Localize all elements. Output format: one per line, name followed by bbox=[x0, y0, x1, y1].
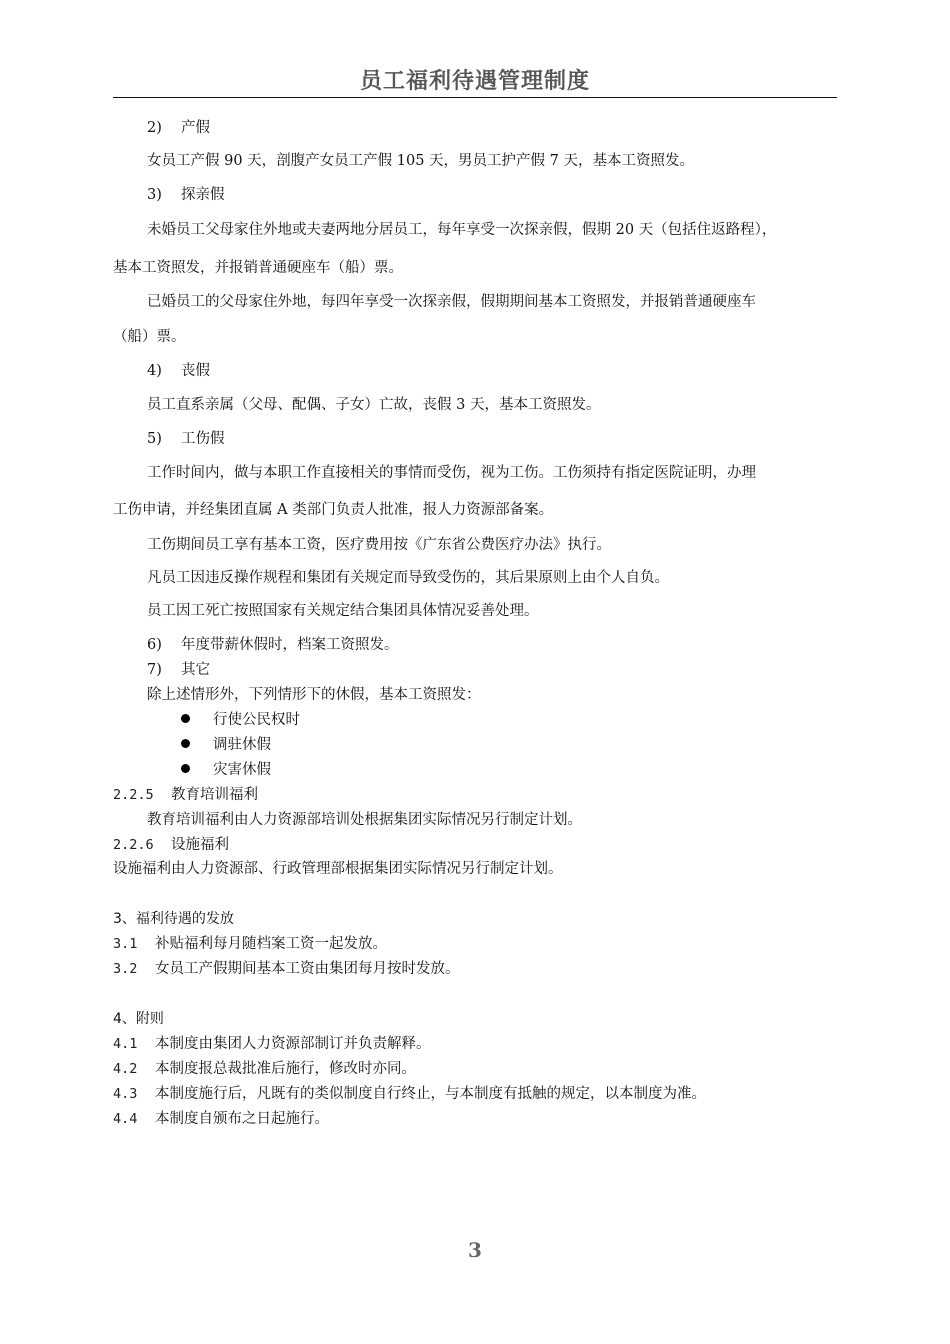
section-4-item-number: 4.1 bbox=[113, 1036, 138, 1052]
maternity-leave-heading bbox=[147, 118, 210, 138]
section-2-2-6-title: 设施福利 bbox=[171, 837, 229, 853]
bullet-text: 行使公民权时 bbox=[213, 712, 300, 728]
section-3-item bbox=[113, 934, 387, 954]
bereavement-leave-heading bbox=[147, 361, 210, 381]
section-3-item-number: 3.2 bbox=[113, 961, 138, 977]
annual-leave-item bbox=[147, 635, 399, 655]
work-injury-paragraph-3: 凡员工因违反操作规程和集团有关规定而导致受伤的，其后果原则上由个人自负。 bbox=[147, 570, 669, 586]
work-injury-leave-heading bbox=[147, 429, 225, 449]
bullet-text: 调驻休假 bbox=[213, 737, 271, 753]
bullet-dot-icon bbox=[181, 739, 190, 748]
family-visit-paragraph-1-line-2: 基本工资照发，并报销普通硬座车（船）票。 bbox=[113, 260, 403, 276]
maternity-leave-text: 女员工产假 90 天，剖腹产女员工产假 105 天，男员工护产假 7 天，基本工资照发。 bbox=[147, 153, 695, 169]
other-leave-intro: 除上述情形外，下列情形下的休假，基本工资照发： bbox=[147, 687, 481, 703]
section-4-item-text: 本制度由集团人力资源部制订并负责解释。 bbox=[155, 1036, 431, 1052]
bereavement-leave-title: 丧假 bbox=[181, 363, 210, 379]
family-visit-paragraph-2-line-2: （船）票。 bbox=[113, 329, 186, 345]
section-4-item-text: 本制度自颁布之日起施行。 bbox=[155, 1111, 329, 1127]
work-injury-paragraph-1-line-2: 工伤申请，并经集团直属 A 类部门负责人批准，报人力资源部备案。 bbox=[113, 502, 554, 518]
section-4-item-text: 本制度报总裁批准后施行，修改时亦同。 bbox=[155, 1061, 416, 1077]
section-4-item-number: 4.2 bbox=[113, 1061, 138, 1077]
section-3-heading: 3、福利待遇的发放 bbox=[113, 911, 234, 927]
header-divider bbox=[113, 97, 837, 98]
section-4-item-number: 4.3 bbox=[113, 1086, 138, 1102]
bullet-dot-icon bbox=[181, 714, 190, 723]
section-2-2-5-heading bbox=[113, 785, 258, 805]
work-injury-leave-title: 工伤假 bbox=[181, 431, 225, 447]
section-3-item-number: 3.1 bbox=[113, 936, 138, 952]
section-4-item-number: 4.4 bbox=[113, 1111, 138, 1127]
family-visit-leave-number: 3) bbox=[147, 187, 162, 203]
section-2-2-5-number: 2.2.5 bbox=[113, 787, 154, 803]
family-visit-leave-heading bbox=[147, 185, 225, 205]
bullet-item bbox=[181, 760, 271, 780]
page-number: 3 bbox=[468, 1238, 482, 1262]
annual-leave-number: 6) bbox=[147, 637, 162, 653]
section-2-2-6-number: 2.2.6 bbox=[113, 837, 154, 853]
other-leave-heading bbox=[147, 660, 210, 680]
section-2-2-5-text: 教育培训福利由人力资源部培训处根据集团实际情况另行制定计划。 bbox=[147, 812, 582, 828]
section-2-2-6-text: 设施福利由人力资源部、行政管理部根据集团实际情况另行制定计划。 bbox=[113, 861, 563, 877]
family-visit-paragraph-1-line-1: 未婚员工父母家住外地或夫妻两地分居员工，每年享受一次探亲假，假期 20 天（包括住返路程）， bbox=[147, 222, 777, 238]
bullet-dot-icon bbox=[181, 764, 190, 773]
family-visit-paragraph-2-line-1: 已婚员工的父母家住外地，每四年享受一次探亲假，假期期间基本工资照发，并报销普通硬座车 bbox=[147, 294, 756, 310]
section-2-2-6-heading bbox=[113, 835, 229, 855]
work-injury-paragraph-2: 工伤期间员工享有基本工资，医疗费用按《广东省公费医疗办法》执行。 bbox=[147, 537, 611, 553]
section-3-item bbox=[113, 959, 460, 979]
work-injury-paragraph-4: 员工因工死亡按照国家有关规定结合集团具体情况妥善处理。 bbox=[147, 603, 539, 619]
section-2-2-5-title: 教育培训福利 bbox=[171, 787, 258, 803]
work-injury-leave-number: 5) bbox=[147, 431, 162, 447]
section-4-item bbox=[113, 1109, 329, 1129]
section-4-item bbox=[113, 1034, 431, 1054]
annual-leave-text: 年度带薪休假时，档案工资照发。 bbox=[181, 637, 399, 653]
section-4-item bbox=[113, 1059, 416, 1079]
other-leave-number: 7) bbox=[147, 662, 162, 678]
page-header-title: 员工福利待遇管理制度 bbox=[359, 68, 590, 94]
bullet-item bbox=[181, 710, 300, 730]
work-injury-paragraph-1-line-1: 工作时间内，做与本职工作直接相关的事情而受伤，视为工伤。工伤须持有指定医院证明，办理 bbox=[147, 465, 756, 481]
bereavement-leave-text: 员工直系亲属（父母、配偶、子女）亡故，丧假 3 天，基本工资照发。 bbox=[147, 397, 601, 413]
maternity-leave-number: 2) bbox=[147, 120, 162, 136]
other-leave-title: 其它 bbox=[181, 662, 210, 678]
bullet-text: 灾害休假 bbox=[213, 762, 271, 778]
section-4-item-text: 本制度施行后，凡既有的类似制度自行终止，与本制度有抵触的规定，以本制度为准。 bbox=[155, 1086, 706, 1102]
family-visit-leave-title: 探亲假 bbox=[181, 187, 225, 203]
section-4-heading: 4、附则 bbox=[113, 1011, 164, 1027]
maternity-leave-title: 产假 bbox=[181, 120, 210, 136]
bullet-item bbox=[181, 735, 271, 755]
section-3-item-text: 女员工产假期间基本工资由集团每月按时发放。 bbox=[155, 961, 460, 977]
section-4-item bbox=[113, 1084, 706, 1104]
bereavement-leave-number: 4) bbox=[147, 363, 162, 379]
section-3-item-text: 补贴福利每月随档案工资一起发放。 bbox=[155, 936, 387, 952]
